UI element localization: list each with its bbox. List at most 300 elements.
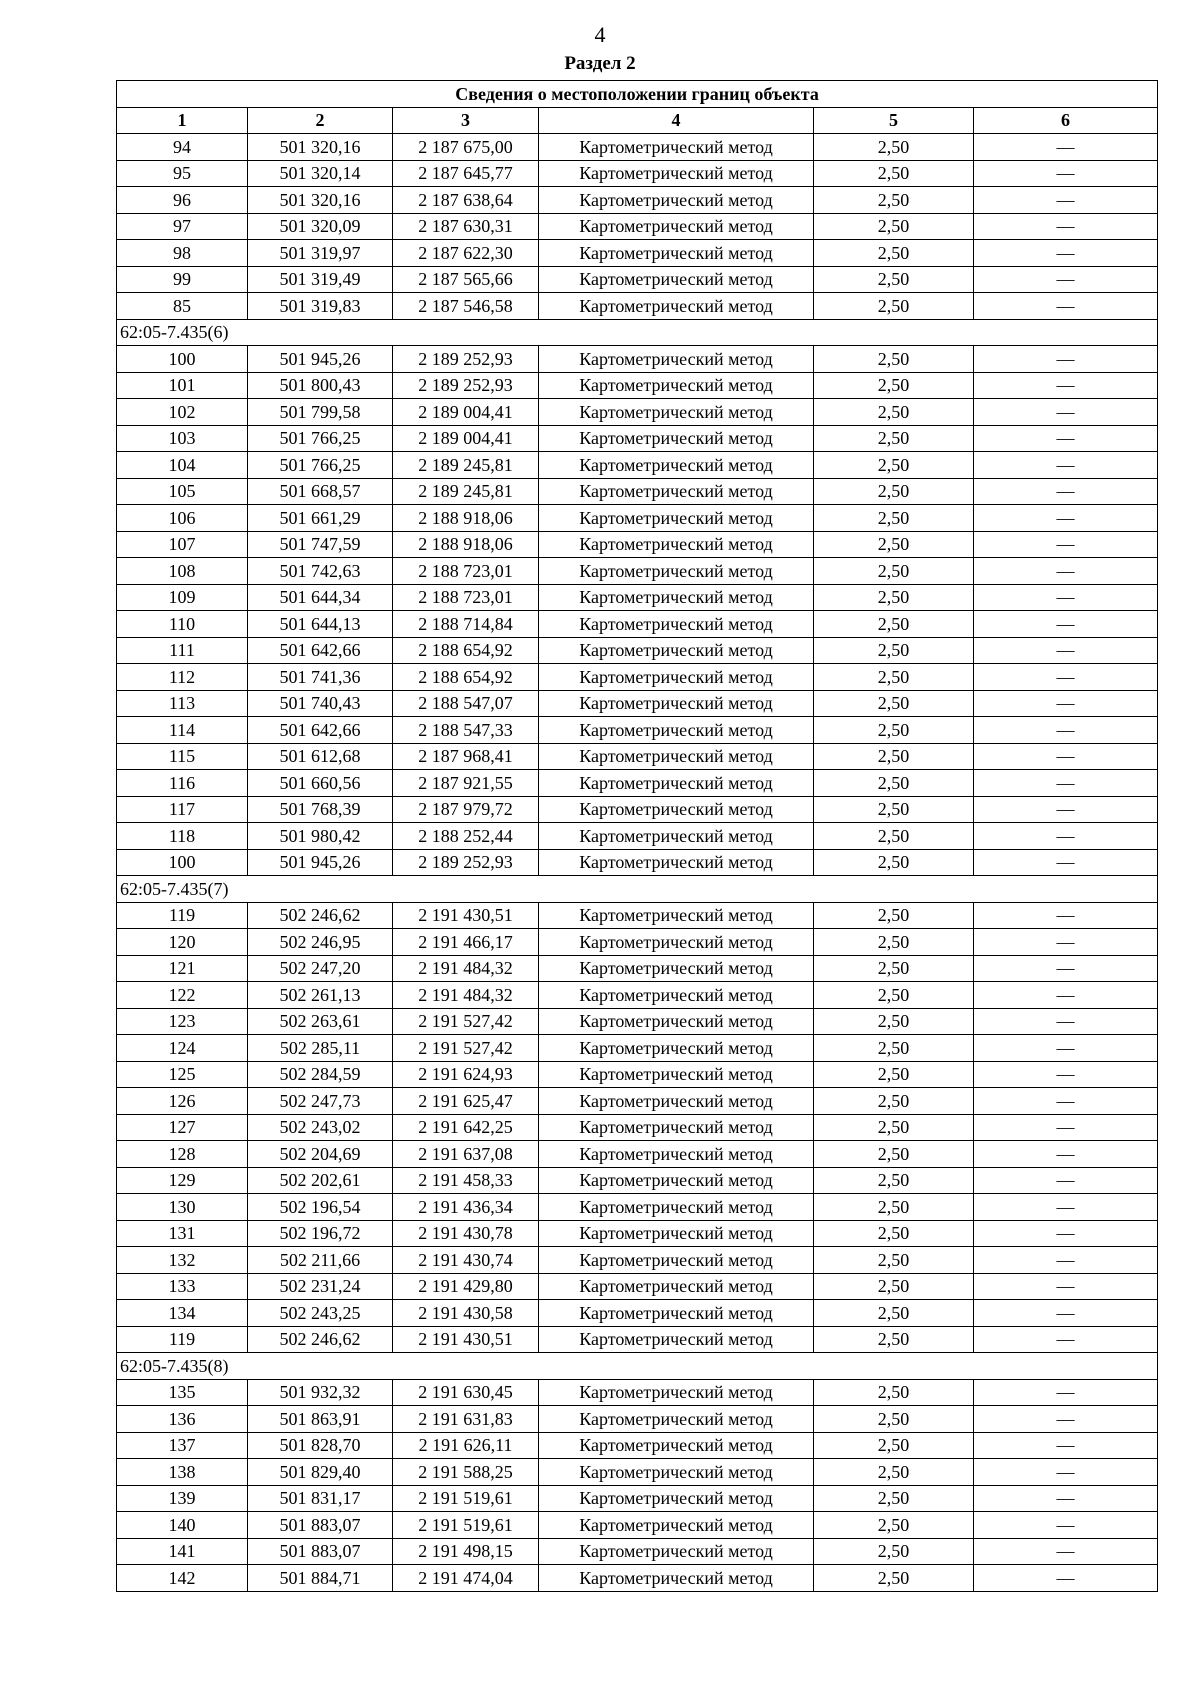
method-cell: Картометрический метод (539, 399, 814, 426)
method-cell: Картометрический метод (539, 1194, 814, 1221)
table-row (117, 1114, 1158, 1141)
coordinate-x-cell: 501 799,58 (248, 399, 393, 426)
method-cell: Картометрический метод (539, 425, 814, 452)
point-number-cell: 117 (117, 796, 248, 823)
table-row (117, 425, 1158, 452)
column-header-4: 4 (539, 107, 814, 134)
point-number-cell: 123 (117, 1008, 248, 1035)
table-row (117, 690, 1158, 717)
accuracy-cell: 2,50 (814, 929, 974, 956)
coordinate-y-cell: 2 187 546,58 (393, 293, 539, 320)
table-row (117, 213, 1158, 240)
table-row (117, 399, 1158, 426)
method-cell: Картометрический метод (539, 982, 814, 1009)
note-cell: — (974, 849, 1158, 876)
method-cell: Картометрический метод (539, 187, 814, 214)
note-cell: — (974, 1326, 1158, 1353)
coordinate-x-cell: 501 828,70 (248, 1432, 393, 1459)
group-header-row (117, 1353, 1158, 1380)
coordinate-y-cell: 2 188 723,01 (393, 558, 539, 585)
coordinate-y-cell: 2 191 519,61 (393, 1485, 539, 1512)
note-cell: — (974, 213, 1158, 240)
note-cell: — (974, 743, 1158, 770)
table-row (117, 1247, 1158, 1274)
method-cell: Картометрический метод (539, 1061, 814, 1088)
coordinate-x-cell: 501 644,13 (248, 611, 393, 638)
accuracy-cell: 2,50 (814, 505, 974, 532)
method-cell: Картометрический метод (539, 558, 814, 585)
table-row (117, 1035, 1158, 1062)
method-cell: Картометрический метод (539, 743, 814, 770)
point-number-cell: 100 (117, 346, 248, 373)
coordinate-y-cell: 2 188 654,92 (393, 664, 539, 691)
accuracy-cell: 2,50 (814, 1538, 974, 1565)
coordinate-y-cell: 2 191 484,32 (393, 982, 539, 1009)
coordinate-x-cell: 501 741,36 (248, 664, 393, 691)
group-label: 62:05-7.435(6) (117, 319, 1158, 346)
coordinate-y-cell: 2 191 527,42 (393, 1035, 539, 1062)
table-row (117, 664, 1158, 691)
point-number-cell: 108 (117, 558, 248, 585)
note-cell: — (974, 1167, 1158, 1194)
coordinate-x-cell: 502 247,20 (248, 955, 393, 982)
coordinate-y-cell: 2 187 638,64 (393, 187, 539, 214)
method-cell: Картометрический метод (539, 1035, 814, 1062)
coordinate-y-cell: 2 187 630,31 (393, 213, 539, 240)
method-cell: Картометрический метод (539, 1485, 814, 1512)
point-number-cell: 118 (117, 823, 248, 850)
table-row (117, 1432, 1158, 1459)
coordinate-y-cell: 2 191 527,42 (393, 1008, 539, 1035)
method-cell: Картометрический метод (539, 531, 814, 558)
coordinate-x-cell: 501 945,26 (248, 849, 393, 876)
table-row (117, 558, 1158, 585)
table-row (117, 452, 1158, 479)
table-row (117, 1194, 1158, 1221)
note-cell: — (974, 1565, 1158, 1592)
method-cell: Картометрический метод (539, 823, 814, 850)
accuracy-cell: 2,50 (814, 1247, 974, 1274)
coordinate-y-cell: 2 188 654,92 (393, 637, 539, 664)
point-number-cell: 139 (117, 1485, 248, 1512)
page-number: 4 (594, 22, 606, 47)
method-cell: Картометрический метод (539, 1406, 814, 1433)
accuracy-cell: 2,50 (814, 293, 974, 320)
accuracy-cell: 2,50 (814, 1300, 974, 1327)
coordinate-x-cell: 502 246,62 (248, 902, 393, 929)
accuracy-cell: 2,50 (814, 1035, 974, 1062)
coordinate-x-cell: 502 284,59 (248, 1061, 393, 1088)
point-number-cell: 85 (117, 293, 248, 320)
coordinate-x-cell: 501 932,32 (248, 1379, 393, 1406)
coordinate-x-cell: 501 768,39 (248, 796, 393, 823)
coordinate-y-cell: 2 191 484,32 (393, 955, 539, 982)
point-number-cell: 126 (117, 1088, 248, 1115)
table-row (117, 770, 1158, 797)
point-number-cell: 133 (117, 1273, 248, 1300)
method-cell: Картометрический метод (539, 955, 814, 982)
method-cell: Картометрический метод (539, 1512, 814, 1539)
point-number-cell: 94 (117, 134, 248, 161)
coordinate-x-cell: 501 883,07 (248, 1538, 393, 1565)
table-row (117, 823, 1158, 850)
group-label: 62:05-7.435(8) (117, 1353, 1158, 1380)
coordinate-y-cell: 2 188 918,06 (393, 531, 539, 558)
table-row (117, 346, 1158, 373)
method-cell: Картометрический метод (539, 452, 814, 479)
accuracy-cell: 2,50 (814, 1512, 974, 1539)
point-number-cell: 129 (117, 1167, 248, 1194)
note-cell: — (974, 770, 1158, 797)
table-row (117, 1008, 1158, 1035)
note-cell: — (974, 293, 1158, 320)
table-row (117, 505, 1158, 532)
note-cell: — (974, 1459, 1158, 1486)
table-row (117, 929, 1158, 956)
note-cell: — (974, 690, 1158, 717)
note-cell: — (974, 160, 1158, 187)
method-cell: Картометрический метод (539, 1300, 814, 1327)
accuracy-cell: 2,50 (814, 664, 974, 691)
note-cell: — (974, 1220, 1158, 1247)
point-number-cell: 98 (117, 240, 248, 267)
coordinate-y-cell: 2 189 252,93 (393, 372, 539, 399)
point-number-cell: 136 (117, 1406, 248, 1433)
note-cell: — (974, 266, 1158, 293)
coordinate-x-cell: 501 945,26 (248, 346, 393, 373)
table-body (117, 134, 1158, 1592)
method-cell: Картометрический метод (539, 134, 814, 161)
coordinate-x-cell: 501 800,43 (248, 372, 393, 399)
coordinate-x-cell: 502 196,72 (248, 1220, 393, 1247)
method-cell: Картометрический метод (539, 505, 814, 532)
note-cell: — (974, 399, 1158, 426)
method-cell: Картометрический метод (539, 664, 814, 691)
note-cell: — (974, 1114, 1158, 1141)
coordinate-y-cell: 2 191 430,74 (393, 1247, 539, 1274)
note-cell: — (974, 1485, 1158, 1512)
table-row (117, 1485, 1158, 1512)
accuracy-cell: 2,50 (814, 372, 974, 399)
accuracy-cell: 2,50 (814, 346, 974, 373)
accuracy-cell: 2,50 (814, 1565, 974, 1592)
coordinate-y-cell: 2 191 625,47 (393, 1088, 539, 1115)
coordinate-y-cell: 2 188 723,01 (393, 584, 539, 611)
point-number-cell: 109 (117, 584, 248, 611)
point-number-cell: 130 (117, 1194, 248, 1221)
note-cell: — (974, 134, 1158, 161)
table-row (117, 293, 1158, 320)
accuracy-cell: 2,50 (814, 611, 974, 638)
coordinate-y-cell: 2 191 519,61 (393, 1512, 539, 1539)
coordinate-y-cell: 2 187 921,55 (393, 770, 539, 797)
coordinate-y-cell: 2 187 645,77 (393, 160, 539, 187)
accuracy-cell: 2,50 (814, 1141, 974, 1168)
method-cell: Картометрический метод (539, 611, 814, 638)
point-number-cell: 97 (117, 213, 248, 240)
column-header-1: 1 (117, 107, 248, 134)
method-cell: Картометрический метод (539, 213, 814, 240)
table-row (117, 955, 1158, 982)
accuracy-cell: 2,50 (814, 1406, 974, 1433)
point-number-cell: 111 (117, 637, 248, 664)
table-row (117, 611, 1158, 638)
method-cell: Картометрический метод (539, 240, 814, 267)
coordinate-y-cell: 2 189 252,93 (393, 346, 539, 373)
method-cell: Картометрический метод (539, 902, 814, 929)
coordinate-y-cell: 2 191 466,17 (393, 929, 539, 956)
method-cell: Картометрический метод (539, 637, 814, 664)
coordinate-x-cell: 501 831,17 (248, 1485, 393, 1512)
point-number-cell: 112 (117, 664, 248, 691)
table-row (117, 1141, 1158, 1168)
coordinate-x-cell: 502 243,25 (248, 1300, 393, 1327)
note-cell: — (974, 1300, 1158, 1327)
note-cell: — (974, 796, 1158, 823)
accuracy-cell: 2,50 (814, 531, 974, 558)
table-row (117, 1512, 1158, 1539)
accuracy-cell: 2,50 (814, 743, 974, 770)
point-number-cell: 107 (117, 531, 248, 558)
method-cell: Картометрический метод (539, 1273, 814, 1300)
point-number-cell: 106 (117, 505, 248, 532)
accuracy-cell: 2,50 (814, 134, 974, 161)
coordinate-y-cell: 2 187 979,72 (393, 796, 539, 823)
note-cell: — (974, 1088, 1158, 1115)
note-cell: — (974, 452, 1158, 479)
note-cell: — (974, 1512, 1158, 1539)
coordinate-x-cell: 502 246,62 (248, 1326, 393, 1353)
table-row (117, 1088, 1158, 1115)
table-row (117, 266, 1158, 293)
coordinate-x-cell: 502 196,54 (248, 1194, 393, 1221)
accuracy-cell: 2,50 (814, 690, 974, 717)
accuracy-cell: 2,50 (814, 1273, 974, 1300)
coordinate-y-cell: 2 187 968,41 (393, 743, 539, 770)
accuracy-cell: 2,50 (814, 902, 974, 929)
method-cell: Картометрический метод (539, 1114, 814, 1141)
point-number-cell: 103 (117, 425, 248, 452)
accuracy-cell: 2,50 (814, 823, 974, 850)
table-row (117, 1538, 1158, 1565)
coordinate-y-cell: 2 188 918,06 (393, 505, 539, 532)
method-cell: Картометрический метод (539, 266, 814, 293)
table-row (117, 478, 1158, 505)
table-row (117, 1406, 1158, 1433)
accuracy-cell: 2,50 (814, 982, 974, 1009)
point-number-cell: 99 (117, 266, 248, 293)
note-cell: — (974, 187, 1158, 214)
note-cell: — (974, 1379, 1158, 1406)
table-row (117, 372, 1158, 399)
accuracy-cell: 2,50 (814, 160, 974, 187)
point-number-cell: 115 (117, 743, 248, 770)
coordinate-x-cell: 502 246,95 (248, 929, 393, 956)
note-cell: — (974, 240, 1158, 267)
note-cell: — (974, 929, 1158, 956)
method-cell: Картометрический метод (539, 1220, 814, 1247)
point-number-cell: 95 (117, 160, 248, 187)
accuracy-cell: 2,50 (814, 1485, 974, 1512)
coordinate-y-cell: 2 191 429,80 (393, 1273, 539, 1300)
point-number-cell: 131 (117, 1220, 248, 1247)
note-cell: — (974, 372, 1158, 399)
method-cell: Картометрический метод (539, 690, 814, 717)
method-cell: Картометрический метод (539, 372, 814, 399)
accuracy-cell: 2,50 (814, 1008, 974, 1035)
point-number-cell: 110 (117, 611, 248, 638)
point-number-cell: 141 (117, 1538, 248, 1565)
group-header-row (117, 319, 1158, 346)
point-number-cell: 120 (117, 929, 248, 956)
point-number-cell: 132 (117, 1247, 248, 1274)
coordinate-x-cell: 501 668,57 (248, 478, 393, 505)
method-cell: Картометрический метод (539, 1379, 814, 1406)
coordinate-x-cell: 501 320,09 (248, 213, 393, 240)
point-number-cell: 105 (117, 478, 248, 505)
coordinate-x-cell: 502 247,73 (248, 1088, 393, 1115)
coordinate-y-cell: 2 189 245,81 (393, 478, 539, 505)
coordinate-y-cell: 2 191 498,15 (393, 1538, 539, 1565)
coordinate-x-cell: 502 243,02 (248, 1114, 393, 1141)
method-cell: Картометрический метод (539, 293, 814, 320)
column-header-3: 3 (393, 107, 539, 134)
table-row (117, 743, 1158, 770)
table-row (117, 902, 1158, 929)
coordinate-y-cell: 2 191 626,11 (393, 1432, 539, 1459)
point-number-cell: 142 (117, 1565, 248, 1592)
method-cell: Картометрический метод (539, 1247, 814, 1274)
column-header-row (117, 107, 1158, 134)
accuracy-cell: 2,50 (814, 478, 974, 505)
coordinate-x-cell: 502 211,66 (248, 1247, 393, 1274)
coordinate-y-cell: 2 191 588,25 (393, 1459, 539, 1486)
coordinate-y-cell: 2 189 004,41 (393, 399, 539, 426)
coordinate-y-cell: 2 189 252,93 (393, 849, 539, 876)
table-row (117, 796, 1158, 823)
coordinate-y-cell: 2 189 004,41 (393, 425, 539, 452)
coordinate-x-cell: 502 285,11 (248, 1035, 393, 1062)
table-row (117, 584, 1158, 611)
table-row (117, 1326, 1158, 1353)
accuracy-cell: 2,50 (814, 1459, 974, 1486)
method-cell: Картометрический метод (539, 1167, 814, 1194)
point-number-cell: 125 (117, 1061, 248, 1088)
table-row (117, 160, 1158, 187)
point-number-cell: 134 (117, 1300, 248, 1327)
accuracy-cell: 2,50 (814, 1220, 974, 1247)
table-row (117, 1459, 1158, 1486)
coordinate-x-cell: 501 766,25 (248, 425, 393, 452)
accuracy-cell: 2,50 (814, 1088, 974, 1115)
coordinate-x-cell: 501 747,59 (248, 531, 393, 558)
note-cell: — (974, 531, 1158, 558)
coordinate-x-cell: 501 766,25 (248, 452, 393, 479)
method-cell: Картометрический метод (539, 849, 814, 876)
coordinate-y-cell: 2 191 458,33 (393, 1167, 539, 1194)
note-cell: — (974, 717, 1158, 744)
coordinate-y-cell: 2 187 622,30 (393, 240, 539, 267)
point-number-cell: 138 (117, 1459, 248, 1486)
coordinate-y-cell: 2 187 675,00 (393, 134, 539, 161)
table-row (117, 1061, 1158, 1088)
note-cell: — (974, 982, 1158, 1009)
accuracy-cell: 2,50 (814, 717, 974, 744)
coordinate-y-cell: 2 191 630,45 (393, 1379, 539, 1406)
accuracy-cell: 2,50 (814, 1061, 974, 1088)
accuracy-cell: 2,50 (814, 452, 974, 479)
accuracy-cell: 2,50 (814, 637, 974, 664)
method-cell: Картометрический метод (539, 929, 814, 956)
table-row (117, 1273, 1158, 1300)
method-cell: Картометрический метод (539, 1008, 814, 1035)
point-number-cell: 122 (117, 982, 248, 1009)
note-cell: — (974, 1273, 1158, 1300)
coordinate-x-cell: 501 320,14 (248, 160, 393, 187)
note-cell: — (974, 1538, 1158, 1565)
point-number-cell: 113 (117, 690, 248, 717)
coordinate-y-cell: 2 191 430,58 (393, 1300, 539, 1327)
table-row (117, 240, 1158, 267)
accuracy-cell: 2,50 (814, 1326, 974, 1353)
coordinate-y-cell: 2 188 252,44 (393, 823, 539, 850)
coordinate-x-cell: 502 231,24 (248, 1273, 393, 1300)
note-cell: — (974, 505, 1158, 532)
coordinate-x-cell: 501 660,56 (248, 770, 393, 797)
boundary-coordinates-table (116, 80, 1158, 1592)
coordinate-x-cell: 501 642,66 (248, 637, 393, 664)
table-caption: Сведения о местоположении границ объекта (117, 81, 1158, 108)
coordinate-y-cell: 2 191 430,78 (393, 1220, 539, 1247)
point-number-cell: 100 (117, 849, 248, 876)
method-cell: Картометрический метод (539, 796, 814, 823)
point-number-cell: 140 (117, 1512, 248, 1539)
coordinate-x-cell: 502 261,13 (248, 982, 393, 1009)
note-cell: — (974, 823, 1158, 850)
method-cell: Картометрический метод (539, 1538, 814, 1565)
method-cell: Картометрический метод (539, 770, 814, 797)
point-number-cell: 116 (117, 770, 248, 797)
coordinate-x-cell: 501 829,40 (248, 1459, 393, 1486)
accuracy-cell: 2,50 (814, 584, 974, 611)
column-header-5: 5 (814, 107, 974, 134)
accuracy-cell: 2,50 (814, 1194, 974, 1221)
coordinate-y-cell: 2 191 474,04 (393, 1565, 539, 1592)
accuracy-cell: 2,50 (814, 213, 974, 240)
coordinate-x-cell: 501 884,71 (248, 1565, 393, 1592)
coordinate-y-cell: 2 188 547,07 (393, 690, 539, 717)
method-cell: Картометрический метод (539, 1432, 814, 1459)
note-cell: — (974, 1432, 1158, 1459)
coordinate-y-cell: 2 188 714,84 (393, 611, 539, 638)
point-number-cell: 121 (117, 955, 248, 982)
table-row (117, 717, 1158, 744)
accuracy-cell: 2,50 (814, 187, 974, 214)
point-number-cell: 135 (117, 1379, 248, 1406)
table-row (117, 1300, 1158, 1327)
point-number-cell: 127 (117, 1114, 248, 1141)
method-cell: Картометрический метод (539, 1141, 814, 1168)
note-cell: — (974, 1035, 1158, 1062)
point-number-cell: 124 (117, 1035, 248, 1062)
accuracy-cell: 2,50 (814, 399, 974, 426)
table-row (117, 134, 1158, 161)
table-row (117, 187, 1158, 214)
note-cell: — (974, 611, 1158, 638)
point-number-cell: 119 (117, 1326, 248, 1353)
coordinate-y-cell: 2 187 565,66 (393, 266, 539, 293)
method-cell: Картометрический метод (539, 717, 814, 744)
